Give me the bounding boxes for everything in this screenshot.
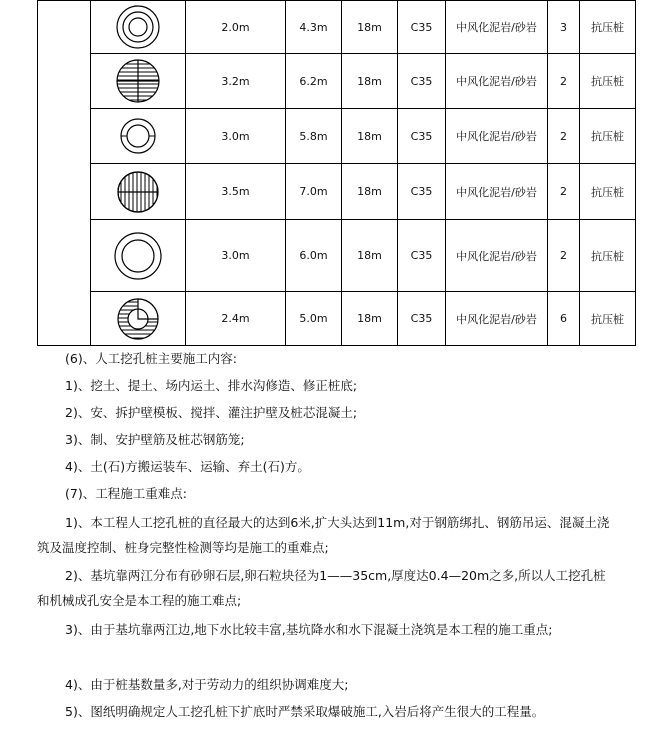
diameter-cell: 3.2m — [186, 54, 286, 109]
length-cell: 18m — [342, 109, 398, 164]
bearing-layer-cell: 中风化泥岩/砂岩 — [446, 292, 548, 346]
concrete-cell: C35 — [398, 1, 446, 54]
concrete-cell: C35 — [398, 220, 446, 292]
list-item: 4)、土(石)方搬运装车、运输、弃土(石)方。 — [65, 459, 310, 474]
list-item: 1)、挖土、提土、场内运土、排水沟修造、修正桩底; — [65, 378, 358, 393]
list-item: 4)、由于桩基数量多,对于劳动力的组织协调难度大; — [65, 677, 349, 692]
length-cell: 18m — [342, 54, 398, 109]
pile-type-cell: 抗压桩 — [580, 54, 636, 109]
pile-section-icon — [115, 113, 161, 159]
pile-section-cell — [91, 1, 186, 54]
bearing-layer-cell: 中风化泥岩/砂岩 — [446, 164, 548, 220]
diameter-cell: 2.4m — [186, 292, 286, 346]
diameter-cell: 2.0m — [186, 1, 286, 54]
diameter-cell: 3.5m — [186, 164, 286, 220]
list-item: 3)、由于基坑靠两江边,地下水比较丰富,基坑降水和水下混凝土浇筑是本工程的施工重点; — [65, 622, 553, 637]
expanded-diameter-cell: 7.0m — [286, 164, 342, 220]
expanded-diameter-cell: 6.0m — [286, 220, 342, 292]
table-row — [38, 109, 636, 164]
table-row — [38, 292, 636, 346]
count-cell: 2 — [548, 54, 580, 109]
table-row — [38, 164, 636, 220]
length-cell: 18m — [342, 164, 398, 220]
table-row — [38, 54, 636, 109]
pile-section-cell — [91, 164, 186, 220]
expanded-diameter-cell: 5.8m — [286, 109, 342, 164]
list-item: 5)、图纸明确规定人工挖孔桩下扩底时严禁采取爆破施工,入岩后将产生很大的工程量。 — [65, 704, 545, 719]
pile-section-icon — [115, 4, 161, 50]
count-cell: 2 — [548, 164, 580, 220]
count-cell: 3 — [548, 1, 580, 54]
bearing-layer-cell: 中风化泥岩/砂岩 — [446, 220, 548, 292]
bearing-layer-cell: 中风化泥岩/砂岩 — [446, 1, 548, 54]
pile-type-cell: 抗压桩 — [580, 220, 636, 292]
diameter-cell: 3.0m — [186, 220, 286, 292]
concrete-cell: C35 — [398, 54, 446, 109]
pile-section-cell — [91, 292, 186, 346]
pile-type-cell: 抗压桩 — [580, 1, 636, 54]
bearing-layer-cell: 中风化泥岩/砂岩 — [446, 109, 548, 164]
length-cell: 18m — [342, 220, 398, 292]
bearing-layer-cell: 中风化泥岩/砂岩 — [446, 54, 548, 109]
expanded-diameter-cell: 5.0m — [286, 292, 342, 346]
count-cell: 2 — [548, 109, 580, 164]
length-cell: 18m — [342, 292, 398, 346]
list-item: 2)、基坑靠两江分布有砂卵石层,卵石粒块径为1——35cm,厚度达0.4—20m之多,所以人工挖孔桩和机械成孔安全是本工程的施工难点; — [37, 568, 606, 608]
pile-section-icon — [115, 169, 161, 215]
count-cell: 2 — [548, 220, 580, 292]
pile-type-cell: 抗压桩 — [580, 164, 636, 220]
pile-section-icon — [115, 58, 161, 104]
pile-section-cell — [91, 220, 186, 292]
pile-type-cell: 抗压桩 — [580, 109, 636, 164]
pile-section-cell — [91, 54, 186, 109]
table-row — [38, 1, 636, 54]
pile-section-cell — [91, 109, 186, 164]
count-cell: 6 — [548, 292, 580, 346]
expanded-diameter-cell: 6.2m — [286, 54, 342, 109]
pile-section-icon — [113, 231, 163, 281]
section-heading-difficulties: (7)、工程施工重难点: — [65, 486, 187, 501]
concrete-cell: C35 — [398, 164, 446, 220]
pile-type-cell: 抗压桩 — [580, 292, 636, 346]
diameter-cell: 3.0m — [186, 109, 286, 164]
concrete-cell: C35 — [398, 109, 446, 164]
pile-section-icon — [115, 296, 161, 342]
list-item: 2)、安、拆护壁模板、搅拌、灌注护壁及桩芯混凝土; — [65, 405, 358, 420]
expanded-diameter-cell: 4.3m — [286, 1, 342, 54]
pile-table — [37, 0, 636, 346]
section-heading-construction-content: (6)、人工挖孔桩主要施工内容: — [65, 351, 237, 366]
list-item: 1)、本工程人工挖孔桩的直径最大的达到6米,扩大头达到11m,对于钢筋绑扎、钢筋吊运、混凝土浇筑及温度控制、桩身完整性检测等均是施工的重难点; — [37, 515, 610, 555]
row-label-cell — [38, 1, 91, 346]
list-item: 3)、制、安护壁筋及桩芯钢筋笼; — [65, 432, 245, 447]
length-cell: 18m — [342, 1, 398, 54]
table-row — [38, 220, 636, 292]
concrete-cell: C35 — [398, 292, 446, 346]
